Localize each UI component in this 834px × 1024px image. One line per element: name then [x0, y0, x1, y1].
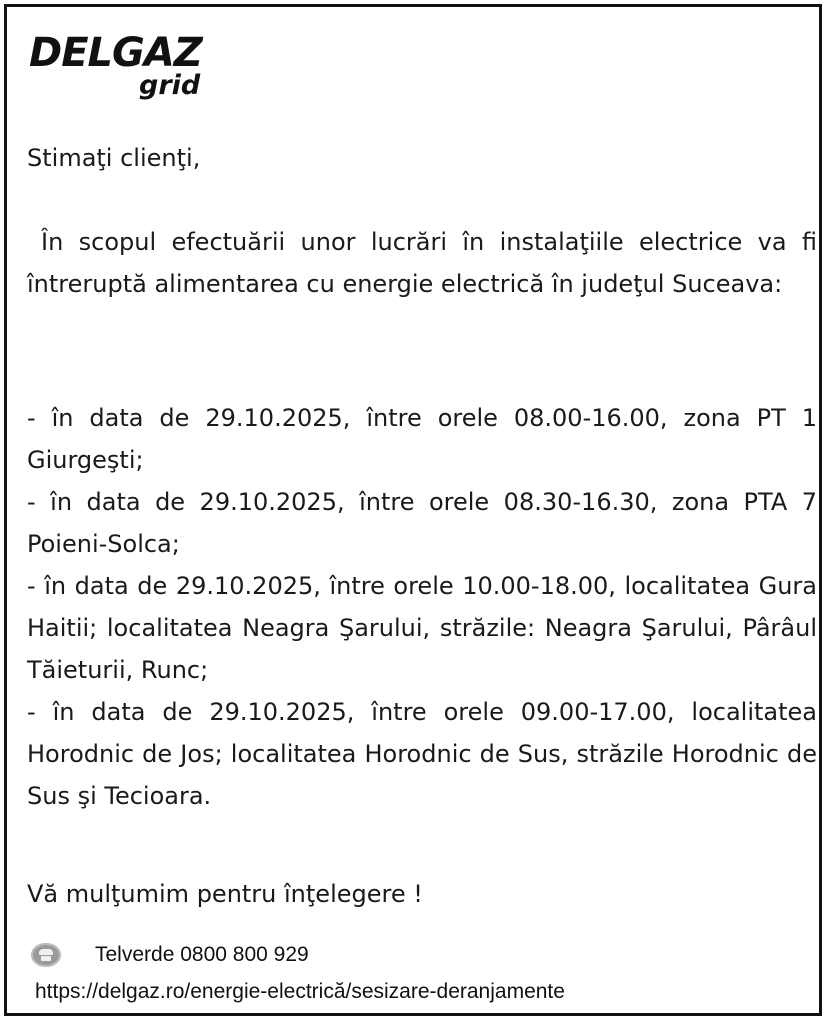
- logo-wordmark: DELGAZ: [29, 30, 202, 76]
- thanks-line: Vă mulţumim pentru înţelegere !: [27, 880, 423, 908]
- report-outage-link[interactable]: https://delgaz.ro/energie-electrică/sesizare-deranjamente: [35, 980, 565, 1003]
- phone-number[interactable]: Telverde 0800 800 929: [95, 943, 309, 966]
- schedule-item: - în data de 29.10.2025, între orele 08.30-16.30, zona PTA 7 Poieni-Solca;: [27, 488, 817, 558]
- logo-subtitle: grid: [139, 70, 201, 101]
- contact-phone-row: [31, 941, 631, 969]
- schedule-item: - în data de 29.10.2025, între orele 10.00-18.00, localitatea Gura Haitii; localitatea Neagra Şarului, străzile: Neagra Şarului, Pârâul Tăieturii, Runc;: [27, 572, 817, 684]
- schedule-item: - în data de 29.10.2025, între orele 09.00-17.00, localitatea Horodnic de Jos; localitatea Horodnic de Sus, străzile Horodnic de Sus şi Tecioara.: [27, 698, 817, 810]
- intro-paragraph: În scopul efectuării unor lucrări în instalaţiile electrice va fi întreruptă alimentarea cu energie electrică în judeţul Suceava:: [27, 228, 817, 298]
- outage-schedule-list: [27, 397, 817, 817]
- outage-notice: [4, 4, 822, 1016]
- schedule-item: - în data de 29.10.2025, între orele 08.00-16.00, zona PT 1 Giurgeşti;: [27, 404, 817, 474]
- phone-icon: [31, 943, 61, 967]
- delgaz-grid-logo: [29, 31, 229, 111]
- greeting: Stimaţi clienţi,: [27, 144, 201, 172]
